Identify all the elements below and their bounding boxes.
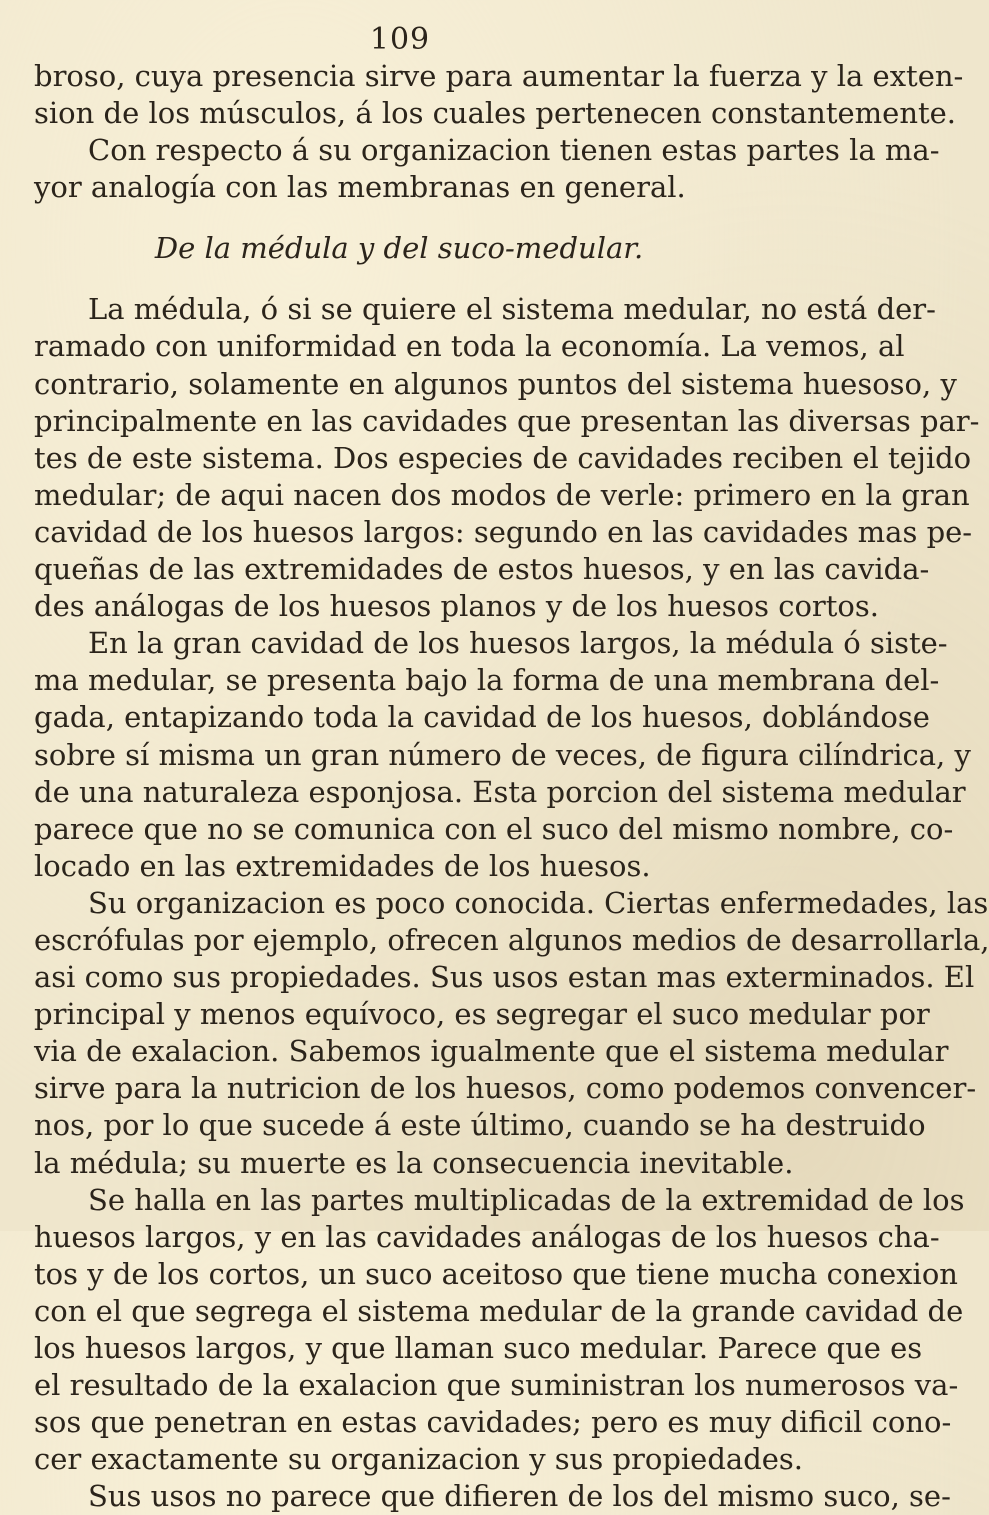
text-line: de una naturaleza esponjosa. Esta porcion del sistema medular [34,774,966,809]
text-line: La médula, ó si se quiere el sistema medular, no está der- [88,292,936,327]
text-line: escrófulas por ejemplo, ofrecen algunos medios de desarrollarla, [34,922,989,957]
text-line: sion de los músculos, á los cuales pertenecen constantemente. [34,96,957,131]
intro-paragraph [34,58,964,206]
text-line: sobre sí misma un gran número de veces, de figura cilíndrica, y [34,737,971,772]
text-line: con el que segrega el sistema medular de la grande cavidad de [34,1293,964,1328]
page-text [34,58,989,1515]
text-line: principal y menos equívoco, es segregar el suco medular por [34,997,930,1032]
text-line: tes de este sistema. Dos especies de cavidades reciben el tejido [34,440,972,475]
text-line: Sus usos no parece que difieren de los del mismo suco, se- [88,1479,951,1514]
text-line: gada, entapizando toda la cavidad de los huesos, doblándose [34,700,930,735]
text-line: tos y de los cortos, un suco aceitoso que tiene mucha conexion [34,1256,958,1291]
text-line: via de exalacion. Sabemos igualmente que el sistema medular [34,1034,949,1069]
text-line: yor analogía con las membranas en general. [34,170,686,205]
text-line: Con respecto á su organizacion tienen estas partes la ma- [88,133,940,168]
text-line: broso, cuya presencia sirve para aumentar la fuerza y la exten- [34,59,964,93]
page-number: 109 [369,22,431,57]
body-text [34,291,989,1515]
text-line: nos, por lo que sucede á este último, cuando se ha destruido [34,1108,926,1143]
text-line: contrario, solamente en algunos puntos del sistema huesoso, y [34,366,957,401]
text-line: sos que penetran en estas cavidades; pero es muy dificil cono- [34,1405,952,1440]
text-line: ramado con uniformidad en toda la economía. La vemos, al [34,329,905,364]
text-line: cavidad de los huesos largos: segundo en las cavidades mas pe- [34,514,973,549]
text-line: locado en las extremidades de los huesos. [34,848,651,883]
text-line: sirve para la nutricion de los huesos, como podemos convencer- [34,1071,977,1106]
text-line: Se halla en las partes multiplicadas de la extremidad de los [88,1182,965,1217]
text-line: queñas de las extremidades de estos huesos, y en las cavida- [34,552,930,587]
text-line: huesos largos, y en las cavidades análogas de los huesos cha- [34,1219,940,1254]
text-line: ma medular, se presenta bajo la forma de una membrana del- [34,663,940,698]
text-line: En la gran cavidad de los huesos largos, la médula ó siste- [88,626,948,661]
text-line: los huesos largos, y que llaman suco medular. Parece que es [34,1331,923,1365]
text-line: cer exactamente su organizacion y sus propiedades. [34,1442,804,1477]
text-line: Su organizacion es poco conocida. Ciertas enfermedades, las [88,885,989,920]
text-line: asi como sus propiedades. Sus usos estan mas exterminados. El [34,960,975,995]
section-heading: De la médula y del suco-medular. [154,231,644,266]
text-line: el resultado de la exalacion que suministran los numerosos va- [34,1368,959,1403]
text-line: medular; de aqui nacen dos modos de verle: primero en la gran [34,477,970,512]
text-line: parece que no se comunica con el suco del mismo nombre, co- [34,811,954,846]
text-line: des análogas de los huesos planos y de los huesos cortos. [34,589,879,624]
text-line: la médula; su muerte es la consecuencia inevitable. [34,1145,794,1180]
text-line: principalmente en las cavidades que presentan las diversas par- [34,403,980,438]
